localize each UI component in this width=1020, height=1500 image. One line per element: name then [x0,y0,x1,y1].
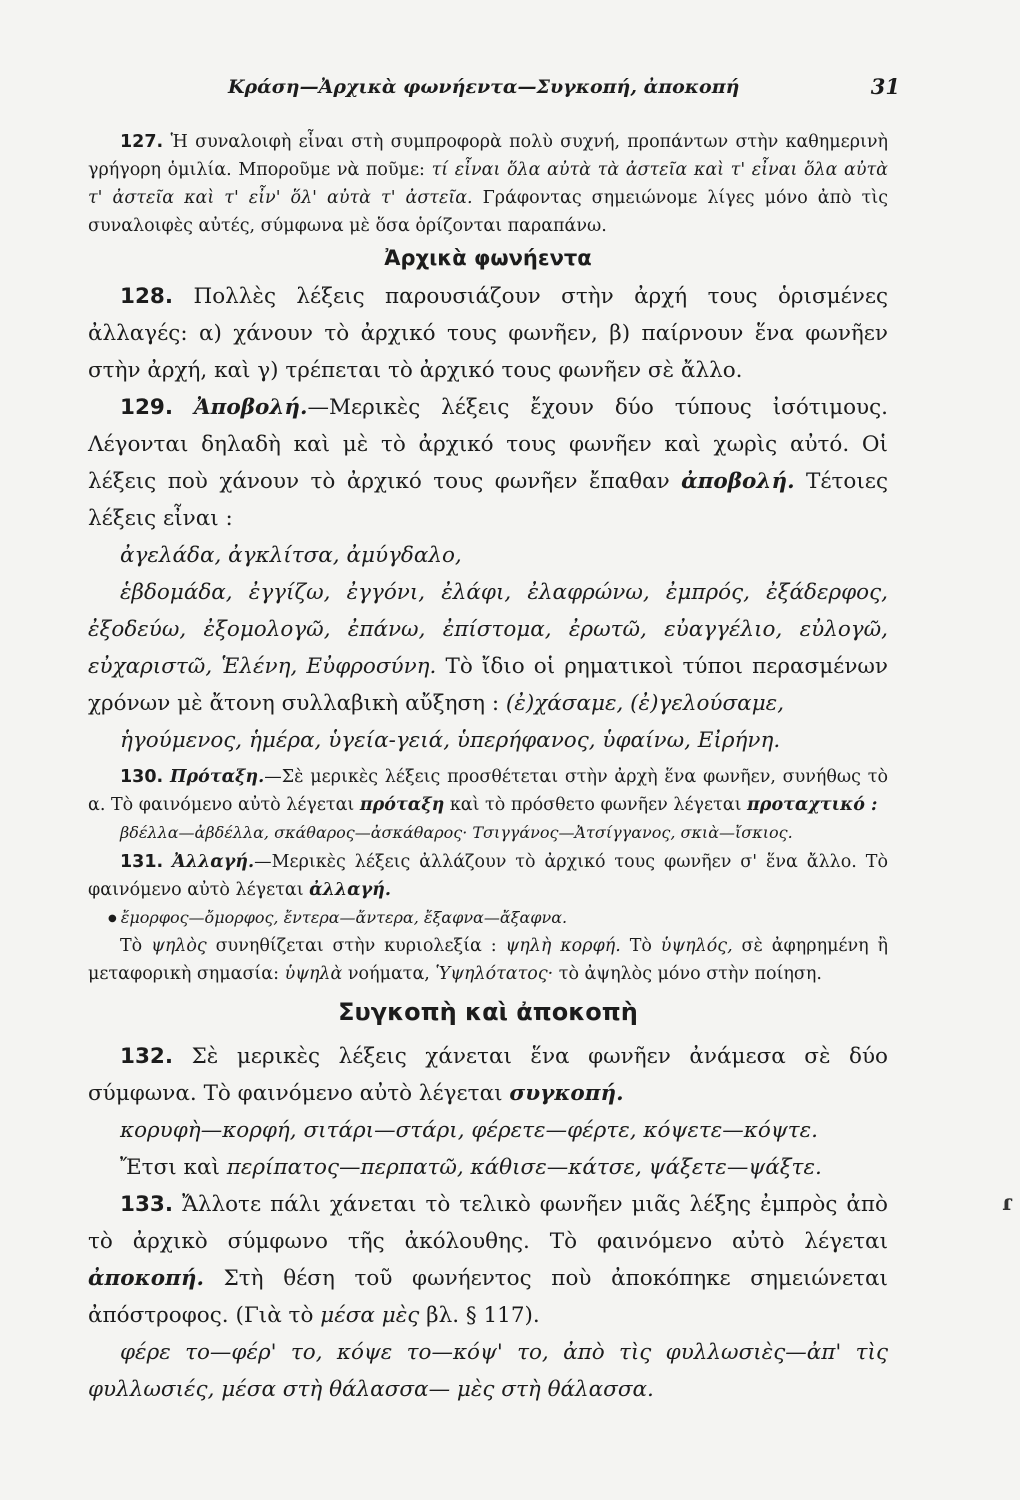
paragraph-130 [88,763,888,819]
term-apovoli: Ἀποβολή. [193,395,308,420]
paragraph-131-cont [88,932,888,988]
section-number: 131. [120,852,164,872]
example-text: τί εἶναι ὅλα αὐτὰ τὰ ἀστεῖα καὶ τ' εἶναι ὅλα αὐτὰ τ' ἀστεῖα καὶ τ' εἶν' ὅλ' αὐτὰ τ' ἀστεῖα. [88,160,888,208]
paragraph-text: Σὲ μερικὲς λέξεις χάνεται ἕνα φωνῆεν ἀνάμεσα σὲ δύο σύμφωνα. Τὸ φαινόμενο αὐτὸ λέγεται [88,1044,888,1106]
example-text: ψηλὴ κορφή. [505,936,621,956]
paragraph-text: —Μερικὲς λέξεις ἀλλάζουν τὸ ἀρχικό τους φωνῆεν σ' ἕνα ἄλλο. Τὸ φαινόμενο αὐτὸ λέγεται [88,852,888,900]
paragraph-text: Τὸ [620,936,661,956]
paragraph-text: Τὸ ἴδιο οἱ ρηματικοὶ τύποι περασμένων χρόνων μὲ ἄτονη συλλαβικὴ αὔξηση : [88,654,888,716]
book-page [88,66,900,1408]
paragraph-text: Πολλὲς λέξεις παρουσιάζουν στὴν ἀρχή τους ὁρισμένες ἀλλαγές: α) χάνουν τὸ ἀρχικό τους φωνῆεν, β) παίρνουν ἕνα φωνῆεν στὴν ἀρχή, καὶ γ) τρέπεται τὸ ἀρχικό τους φωνῆεν σὲ ἄλλο. [88,284,888,383]
example-text: ὑψηλός, [660,936,733,956]
section-number: 133. [120,1192,174,1217]
running-head-title: Κράση—Ἀρχικὰ φωνήεντα—Συγκοπή, ἀποκοπή [228,76,740,98]
example-line: φέρε το—φέρ' το, κόψε το—κόψ' το, ἀπὸ τὶς φυλλωσιὲς—ἀπ' τὶς φυλλωσιές, μέσα στὴ θάλασσα— μὲς στὴ θάλασσα. [88,1340,888,1402]
paragraph-text: σὲ ἀφηρημένη ἢ μεταφορικὴ σημασία: [88,936,888,984]
paragraph-text: —Μερικὲς λέξεις ἔχουν δύο τύπους ἰσότιμους. Λέγονται δηλαδὴ καὶ μὲ τὸ ἀρχικό τους φωνῆεν καὶ χωρὶς αὐτό. Οἱ λέξεις ποὺ χάνουν τὸ ἀρχικό τους φωνῆεν ἔπαθαν [88,395,888,494]
paragraph-text: καὶ τὸ πρόσθετο φωνῆεν λέγεται [444,795,747,815]
paragraph-text: βλ. § 117). [419,1303,540,1328]
paragraph-text: —Σὲ μερικὲς λέξεις προσθέτεται στὴν ἀρχὴ ἕνα φωνῆεν, συνήθως τὸ α. Τὸ φαινόμενο αὐτὸ λέγεται [88,767,888,815]
bullet-icon: ● [108,913,117,924]
example-line [88,904,888,932]
example-line: κορυφὴ—κορφή, σιτάρι—στάρι, φέρετε—φέρτε, κόψετε—κόψτε. [120,1118,818,1143]
paragraph-text: Ἄλλοτε πάλι χάνεται τὸ τελικὸ φωνῆεν μιᾶς λέξης ἐμπρὸς ἀπὸ τὸ ἀρχικὸ σύμφωνο τῆς ἀκόλουθης. Τὸ φαινόμενο αὐτὸ λέγεται [88,1192,888,1254]
section-number: 132. [120,1044,174,1069]
paragraph-text: Ἔτσι καὶ [120,1155,227,1180]
term-protaxi: Πρόταξη. [169,767,265,787]
term-protaxtiko: προταχτικό : [747,795,878,815]
section-number: 130. [120,767,164,787]
paragraph-129 [88,389,888,537]
example-line: ἡγούμενος, ἡμέρα, ὑγεία-γειά, ὑπερήφανος, ὑφαίνω, Εἰρήνη. [120,728,781,753]
example-text: ἔμορφος—ὄμορφος, ἔντερα—ἄντερα, ἔξαφνα—ἄξαφνα. [120,908,568,927]
page-number: 31 [870,74,900,99]
paragraph-text: Τέτοιες λέξεις εἶναι : [88,469,888,531]
paragraph-text: Στὴ θέση τοῦ φωνήεντος ποὺ ἀποκόπηκε σημειώνεται ἀπόστροφος. (Γιὰ τὸ [88,1266,888,1328]
example-text: ψηλὸς [151,936,207,956]
example-text: μέσα μὲς [320,1303,420,1328]
example-text: Ὑψηλότατος· [435,964,554,984]
running-head [88,66,900,106]
paragraph-132-cont [88,1149,888,1186]
term-synkopi: συγκοπή. [509,1081,624,1106]
paragraph-129-cont [88,574,888,722]
paragraph-127 [88,128,888,240]
example-text: ὑψηλὰ [284,964,343,984]
example-line: ἀγελάδα, ἀγκλίτσα, ἀμύγδαλο, [120,543,462,568]
term-protaxi-2: πρόταξη [359,795,445,815]
term-apokopi: ἀποκοπή. [88,1266,204,1291]
paragraph-text: νοήματα, [342,964,436,984]
paragraph-text: τὸ ἀψηλὸς μόνο στὴν ποίηση. [553,964,822,984]
paragraph-text: Τὸ [120,936,152,956]
section-heading-initial-vowels: Ἀρχικὰ φωνήεντα [384,246,592,270]
example-line: βδέλλα—ἀβδέλλα, σκάθαρος—ἀσκάθαρος· Τσιγγάνος—Ἀτσίγγανος, σκιὰ—ἴσκιος. [120,823,793,842]
paragraph-text: συνηθίζεται στὴν κυριολεξία : [206,936,506,956]
example-text: ἑβδομάδα, ἐγγίζω, ἐγγόνι, ἐλάφι, ἐλαφρώνω, ἐμπρός, ἐξάδερφος, ἐξοδεύω, ἐξομολογῶ, ἐπάνω, ἐπίστομα, ἐρωτῶ, εὐαγγέλιο, εὐλογῶ, εὐχαριστῶ, Ἑλένη, Εὐφροσύνη. [88,580,888,679]
term-apovoli-2: ἀποβολή. [681,469,795,494]
section-heading-syncope: Συγκοπὴ καὶ ἀποκοπὴ [338,998,638,1026]
paragraph-128 [88,278,888,389]
paragraph-132 [88,1038,888,1112]
paragraph-133 [88,1186,888,1334]
section-number: 128. [120,284,174,309]
example-text: περίπατος—περπατῶ, κάθισε—κάτσε, ψάξετε—ψάξτε. [226,1155,822,1180]
section-number: 127. [120,132,164,152]
paragraph-131 [88,848,888,904]
term-allagi: Ἀλλαγή. [172,852,255,872]
section-number: 129. [120,395,174,420]
margin-mark: ɾ [1002,1190,1012,1216]
paragraph-text: Γράφοντας σημειώνομε λίγες μόνο ἀπὸ τὶς συναλοιφὲς αὐτές, σύμφωνα μὲ ὅσα ὁρίζονται παραπάνω. [88,188,889,236]
paragraph-text: Ἡ συναλοιφὴ εἶναι στὴ συμπροφορὰ πολὺ συχνή, προπάντων στὴν καθημερινὴ γρήγορη ὁμιλία. Μποροῦμε νὰ ποῦμε: [88,132,888,180]
example-text: (ἐ)χάσαμε, (ἐ)γελούσαμε, [505,691,785,716]
term-allagi-2: ἀλλαγή. [309,880,391,900]
